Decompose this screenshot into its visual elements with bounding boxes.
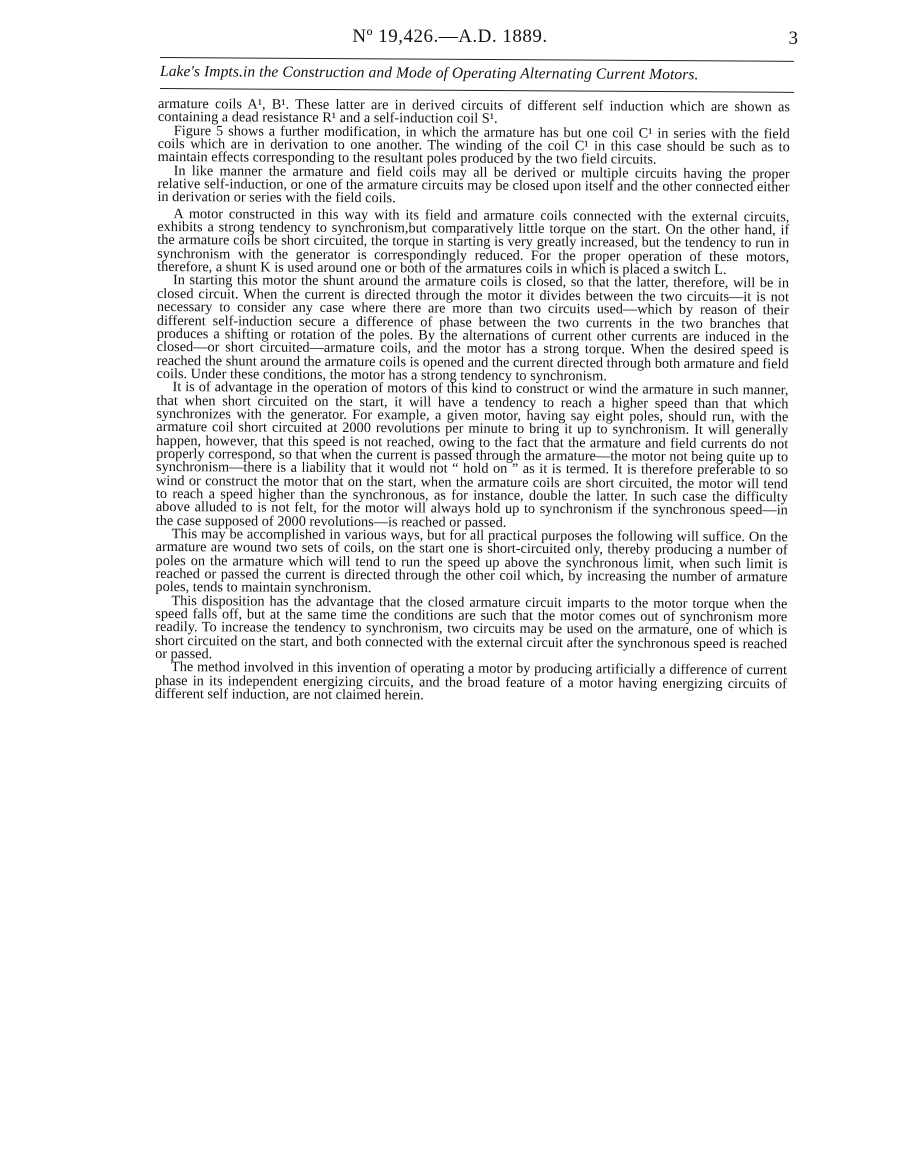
header-rule: [160, 57, 794, 62]
paragraph-2: Figure 5 shows a further modification, in which the armature has but one coil C¹ in series with the field coils which are in derivation to one another. The winding of the coil C¹ in this case should be such as to maintain effects corresponding to the resultant poles produced by the two field circuits.: [157, 122, 790, 168]
paragraph-3: In like manner the armature and field coils may all be derived or multiple circuits having the proper relative self-induction, or one of the armature circuits may be closed upon itself and the other connected either in derivation or series with the field coils.: [157, 162, 790, 207]
paragraph-1: armature coils A¹, B¹. These latter are in derived circuits of different self induction which are shown as containing a dead resistance R¹ and a self-induction coil S¹.: [157, 96, 791, 128]
paragraph-7: This may be accomplished in various ways, but for all practical purposes the following will suffice. On the armature are wound two sets of coils, on the start one is short-circuited only, thereby producing a number of poles on the armature which will tend to run the speed up above the synchronous limit, when such limit is reached or passed the current is directed through the other coil which, by increasing the number of armature poles, tends to maintain synchronism.: [155, 526, 788, 597]
paragraph-4: A motor constructed in this way with its field and armature coils connected with the external circuits, exhibits a strong tendency to synchronism,but comparatively little torque on the start. On the other hand, if the armature coils be short circuited, the torque in starting is very greatly increased, but the tendency to run in synchronism with the generator is correspondingly reduced. For the proper operation of these motors, therefore, a shunt K is used around one or both of the armatures coils in which is placed a switch L.: [157, 205, 790, 279]
page-number: 3: [788, 28, 798, 49]
paragraph-5: In starting this motor the shunt around the armature coils is closed, so that the latter, therefore, will be in closed circuit. When the current is directed through the motor it divides between the two circuits—it is not necessary to consider any case where there are more than two circuits used—which by reason of their different self-induction secure a difference of phase between the two currents in the two branches that produces a shifting or rotation of the poles. By the alternations of current other currents are induced in the closed—or short circuited—armature coils, and the motor has a strong torque. When the desired speed is reached the shunt around the armature coils is opened and the current directed through both armature and field coils. Under these conditions, the motor has a strong tendency to synchronism.: [156, 272, 790, 385]
document-number: Nº 19,426.—A.D. 1889.: [352, 26, 548, 47]
running-head-rule: [160, 88, 794, 93]
paragraph-6: It is of advantage in the operation of motors of this kind to construct or wind the armature in such manner, that when short circuited on the start, it will have a tendency to reach a higher speed than that which synchronizes with the generator. For example, a given motor, having say eight poles, should run, with the armature coil short circuited at 2000 revolutions per minute to bring it up to synchronism. It will generally happen, however, that this speed is not reached, owing to the fact that the armature and field currents do not properly correspond, so that when the current is passed through the armature—the motor not being quite up to synchronism—there is a liability that it would not “ hold on ” as it is termed. It is therefore preferable to so wind or construct the motor that on the start, when the armature coils are short circuited, the motor will tend to reach a speed higher than the synchronous, as for instance, double the latter. In such case the difficulty above alluded to is not felt, for the motor will always hold up to synchronism if the synchronous speed—in the case supposed of 2000 revolutions—is reached or passed.: [155, 379, 789, 531]
running-head: Lake's Impts.in the Construction and Mode of Operating Alternating Current Motors.: [159, 63, 699, 84]
paragraph-8: This disposition has the advantage that the closed armature circuit imparts to the motor torque when the speed falls off, but at the same time the conditions are such that the motor comes out of synchronism more readily. To increase the tendency to synchronism, two circuits may be used on the armature, one of which is short circuited on the start, and both connected with the external circuit after the synchronous speed is reached or passed.: [155, 592, 788, 663]
body-text: [155, 98, 790, 705]
paragraph-9: The method involved in this invention of operating a motor by producing artificially a difference of current phase in its independent energizing circuits, and the broad feature of a motor having energizing circuits of different self induction, are not claimed herein.: [154, 659, 788, 704]
